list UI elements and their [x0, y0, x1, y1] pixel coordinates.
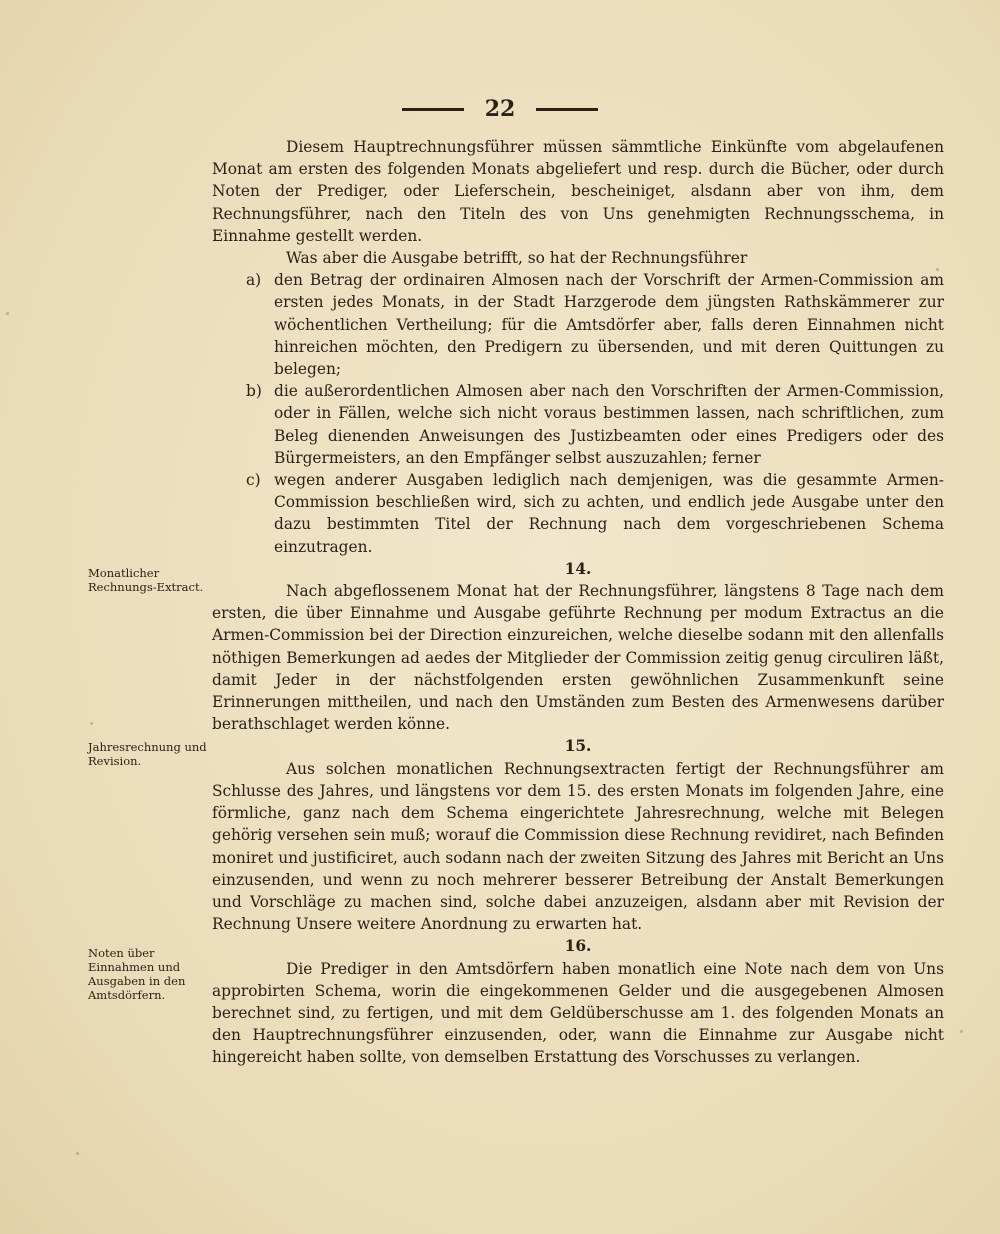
list-item-label: b) [246, 382, 262, 401]
intro-paragraph: Diesem Hauptrechnungsführer müssen sämmtliche Einkünfte vom abgelaufenen Monat am ersten des folgenden Monats abgeliefert und resp. durch die Bücher, oder durch Noten der Prediger, oder Lieferschein, bescheiniget, alsdann aber von ihm, dem Rechnungsführer, nach den Titeln des von Uns genehmigten Rechnungsschema, in Einnahme gestellt werden. [212, 138, 944, 245]
paper-speck [90, 722, 93, 725]
margin-note-text: Monatlicher Rechnungs-Extract. [88, 566, 204, 594]
margin-note-text: Jahresrechnung und Revision. [88, 740, 207, 768]
margin-note-15 [88, 740, 210, 768]
section-15-text: Aus solchen monatlichen Rechnungsextracten fertigt der Rechnungsführer am Schlusse des Jahres, und längstens vor dem 15. des ersten Monats im folgenden Jahre, eine förmliche, ganz nach dem Schema eingerichtete Jahresrechnung, welche mit Belegen gehörig versehen sein muß; worauf die Commission diese Rechnung revidiret, nach Befinden moniret und justificiret, auch sodann nach der zweiten Sitzung des Jahres mit Bericht an Uns einzusenden, und wenn zu noch mehrerer besserer Betreibung der Anstalt Bemerkungen und Vorschläge zu machen sind, solche dabei anzuzeigen, alsdann aber mit Revision der Rechnung Unsere weitere Anordnung zu erwarten hat. [212, 759, 944, 934]
paper-speck [76, 1152, 79, 1155]
section-16-text: Die Prediger in den Amtsdörfern haben monatlich eine Note nach dem von Uns approbirten Schema, worin die eingekommenen Gelder und die ausgegebenen Almosen berechnet sind, zu fertigen, und mit dem Geldüberschusse am 1. des folgenden Monats an den Hauptrechnungsführer einzusenden, oder, wann die Einnahme zur Ausgabe nicht hingereicht haben sollte, von demselben Erstattung des Vorschusses zu verlangen. [212, 959, 944, 1067]
margin-note-14 [88, 566, 210, 594]
body-text [212, 136, 944, 1069]
list-item [212, 269, 944, 380]
paper-speck [936, 268, 939, 271]
margin-note-text: Noten über Einnahmen und Ausgaben in den Amtsdörfern. [88, 946, 186, 1002]
header-rule-left [402, 108, 464, 111]
header-rule-right [536, 108, 598, 111]
paper-speck [960, 1030, 963, 1033]
page-header [0, 96, 1000, 122]
expenses-intro: Was aber die Ausgabe betrifft, so hat der Rechnungsführer [286, 249, 748, 268]
section-number-16: 16. [564, 937, 592, 956]
list-item [212, 380, 944, 469]
list-item [212, 469, 944, 558]
list-item-text: wegen anderer Ausgaben lediglich nach demjenigen, was die gesammte Armen-Commission beschließen wird, sich zu achten, und endlich jede Ausgabe unter den dazu bestimmten Titel der Rechnung nach dem vorgeschriebenen Schema einzutragen. [274, 471, 944, 556]
list-item-text: den Betrag der ordinairen Almosen nach der Vorschrift der Armen-Commission am ersten jedes Monats, in der Stadt Harzgerode dem jüngsten Rathskämmerer zur wöchentlichen Vertheilung; für die Amtsdörfer aber, falls deren Einnahmen nicht hinreichen möchten, den Predigern zu übersenden, und mit deren Quittungen zu belegen; [274, 271, 944, 379]
section-number-14: 14. [564, 559, 592, 578]
list-item-label: c) [246, 471, 261, 490]
section-14-text: Nach abgeflossenem Monat hat der Rechnungsführer, längstens 8 Tage nach dem ersten, die über Einnahme und Ausgabe geführte Rechnung per modum Extractus an die Armen-Commission bei der Direction einzureichen, welche dieselbe sodann mit den allenfalls nöthigen Bemerkungen ad aedes der Mitglieder der Commission zeitig genug circuliren läßt, damit Jeder in der nächstfolgenden ersten gewöhnlichen Zusammenkunft seine Erinnerungen mittheilen, und nach den Umständen zum Besten des Armenwesens darüber berathschlaget werden könne. [212, 582, 944, 734]
paper-speck [6, 312, 9, 315]
margin-note-16 [88, 946, 210, 1002]
page-number: 22 [484, 96, 516, 122]
section-number-15: 15. [564, 737, 592, 756]
list-item-text: die außerordentlichen Almosen aber nach den Vorschriften der Armen-Commission, oder in Fällen, welche sich nicht voraus bestimmen lassen, nach schriftlichen, zum Beleg dienenden Anweisungen des Justizbeamten oder eines Predigers oder des Bürgermeisters, an den Empfänger selbst auszuzahlen; ferner [274, 382, 944, 467]
list-item-label: a) [246, 271, 262, 290]
